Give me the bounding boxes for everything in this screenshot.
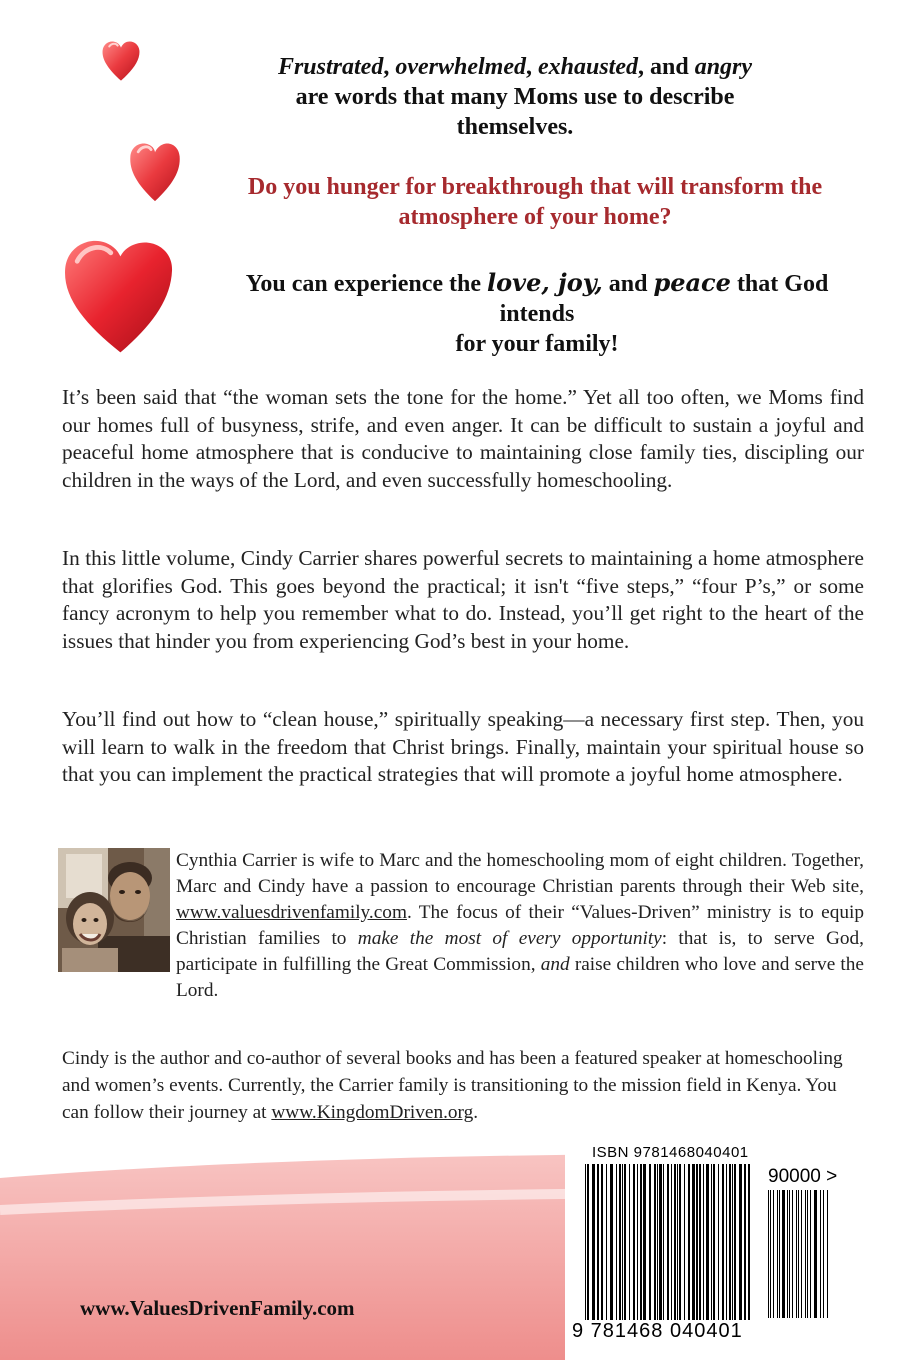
isbn-label: ISBN 9781468040401 [592,1144,749,1161]
barcode-bar [592,1164,595,1320]
barcode-bar [722,1164,724,1320]
promise-post: that God intends [499,271,829,327]
barcode-bar [726,1164,727,1320]
barcode-bar [801,1190,802,1318]
barcode-bar [768,1190,769,1318]
promise-and: and [602,271,654,297]
barcode-bar [789,1190,790,1318]
barcode-bar [810,1190,811,1318]
barcode-bar [798,1190,799,1318]
barcode-bar [587,1164,589,1320]
barcode-digits: 9 781468 040401 [572,1320,743,1342]
bio-text: : that is, to serve God, participate in fulfilling the Great Commission, [176,928,864,975]
bio-italic-and: and [540,954,570,975]
barcode-bar [777,1190,778,1318]
barcode-bar [782,1190,785,1318]
barcode-bar [739,1164,742,1320]
barcode-bar [654,1164,656,1320]
barcode-bar [820,1190,821,1318]
body-paragraph-1: It’s been said that “the woman sets the tone for the home.” Yet all too often, we Moms find our homes full of busyness, strife, and even anger. It can be difficult to sustain a joyful and peaceful home atmosphere that is conducive to maintaining close family ties, discipling our children in the ways of the Lord, and even successfully homeschooling. [62,385,864,492]
barcode-bar [622,1164,623,1320]
body-paragraph-3: You’ll find out how to “clean house,” spiritually speaking—a necessary first step. Then, you will learn to walk in the freedom that Christ brings. Finally, maintain your spiritual house so that you can implement the practical strategies that will promote a joyful home atmosphere. [62,707,864,786]
bio-text: raise children who love and serve the Lord. [176,954,864,1001]
bio-text: . The focus of their “Values-Driven” ministry is to equip Christian families to [176,902,864,949]
sep: , [383,54,396,80]
barcode-bar [649,1164,651,1320]
bio2-text: . [473,1102,479,1123]
sep: , and [637,54,695,80]
barcode-bar [677,1164,678,1320]
small-heart-icon [100,38,142,84]
footer-website: www.ValuesDrivenFamily.com [80,1296,355,1320]
barcode-bar [713,1164,715,1320]
question-line2: atmosphere of your home? [398,204,672,230]
barcode-bar [703,1164,704,1320]
barcode-bar [711,1164,712,1320]
barcode-bar [679,1164,681,1320]
kingdom-driven-link[interactable]: www.KingdomDriven.org [271,1102,474,1123]
body-paragraph-2: In this little volume, Cindy Carrier shares powerful secrets to maintaining a home atmosphere that glorifies God. This goes beyond the practical; it isn't “five steps,” “four P’s,” or some fancy acronym to help you remember what to do. Instead, you’ll get right to the heart of the issues that hinder you from experiencing God’s best in your home. [62,546,864,653]
medium-heart-icon [127,138,183,206]
barcode-bar [585,1164,586,1320]
barcode-bar [779,1190,780,1318]
word-peace: peace [653,268,731,297]
barcode-bar [671,1164,672,1320]
barcode-bar [699,1164,701,1320]
barcode-bar [770,1190,771,1318]
word-overwhelmed: overwhelmed [395,54,526,80]
barcode-bar [640,1164,642,1320]
barcode-bar [674,1164,676,1320]
barcode-bar [696,1164,698,1320]
question-line1: Do you hunger for breakthrough that will transform the [247,174,823,200]
barcode-bar [827,1190,828,1318]
barcode-bar [619,1164,621,1320]
barcode-bar [734,1164,736,1320]
barcode-bar [657,1164,658,1320]
isbn-barcode [585,1164,755,1324]
values-driven-link[interactable]: www.valuesdrivenfamily.com [176,902,407,923]
barcode-bar [773,1190,774,1318]
author-bio-2 [62,1045,862,1126]
barcode-bar [744,1164,746,1320]
barcode-bar [805,1190,806,1318]
price-barcode [768,1190,830,1320]
barcode-bar [792,1190,793,1318]
barcode-bar [601,1164,603,1320]
barcode-bar [633,1164,635,1320]
bio-text: Cynthia Carrier is wife to Marc and the homeschooling mom of eight children. Together, Marc and Cindy have a passion to encourage Christian parents through their Web site, [176,850,864,897]
tagline-promise [212,268,862,359]
tagline-line2: are words that many Moms use to describe [295,84,735,110]
barcode-bar [823,1190,824,1318]
barcode-bar [624,1164,626,1320]
barcode-bar [663,1164,664,1320]
promise-line2: for your family! [455,331,619,357]
barcode-bar [706,1164,709,1320]
bio-italic: make the most of every opportunity [357,928,662,949]
bio2-text: Cindy is the author and co-author of several books and has been a featured speaker at homeschooling and women’s events. Currently, the Carrier family is transitioning to the mission field in Kenya. You can follow their journey at [62,1048,843,1123]
barcode-bar [718,1164,719,1320]
author-photo [58,848,170,972]
barcode-bar [796,1190,797,1318]
barcode-bar [606,1164,607,1320]
barcode-bar [748,1164,750,1320]
barcode-bar [597,1164,599,1320]
word-exhausted: exhausted [537,54,638,80]
barcode-bar [659,1164,662,1320]
barcode-bar [688,1164,690,1320]
word-angry: angry [694,54,753,80]
barcode-bar [610,1164,613,1320]
barcode-bar [616,1164,617,1320]
barcode-bar [667,1164,669,1320]
barcode-bar [684,1164,685,1320]
barcode-bar [732,1164,733,1320]
promise-pre: You can experience the [245,271,487,297]
price-code: 90000 > [768,1166,838,1187]
tagline-line3: themselves. [456,114,574,140]
word-frustrated: Frustrated [277,54,384,80]
barcode-bar [807,1190,808,1318]
large-heart-icon [58,232,178,360]
barcode-bar [637,1164,638,1320]
tagline-feelings [215,52,815,142]
sep: , [525,54,538,80]
barcode-bar [729,1164,731,1320]
barcode-bar [692,1164,695,1320]
word-love-joy: love, joy, [487,268,603,297]
barcode-bar [629,1164,630,1320]
tagline-question [210,172,860,232]
barcode-bar [643,1164,646,1320]
author-bio [176,848,864,1004]
barcode-bar [787,1190,788,1318]
barcode-bar [814,1190,817,1318]
